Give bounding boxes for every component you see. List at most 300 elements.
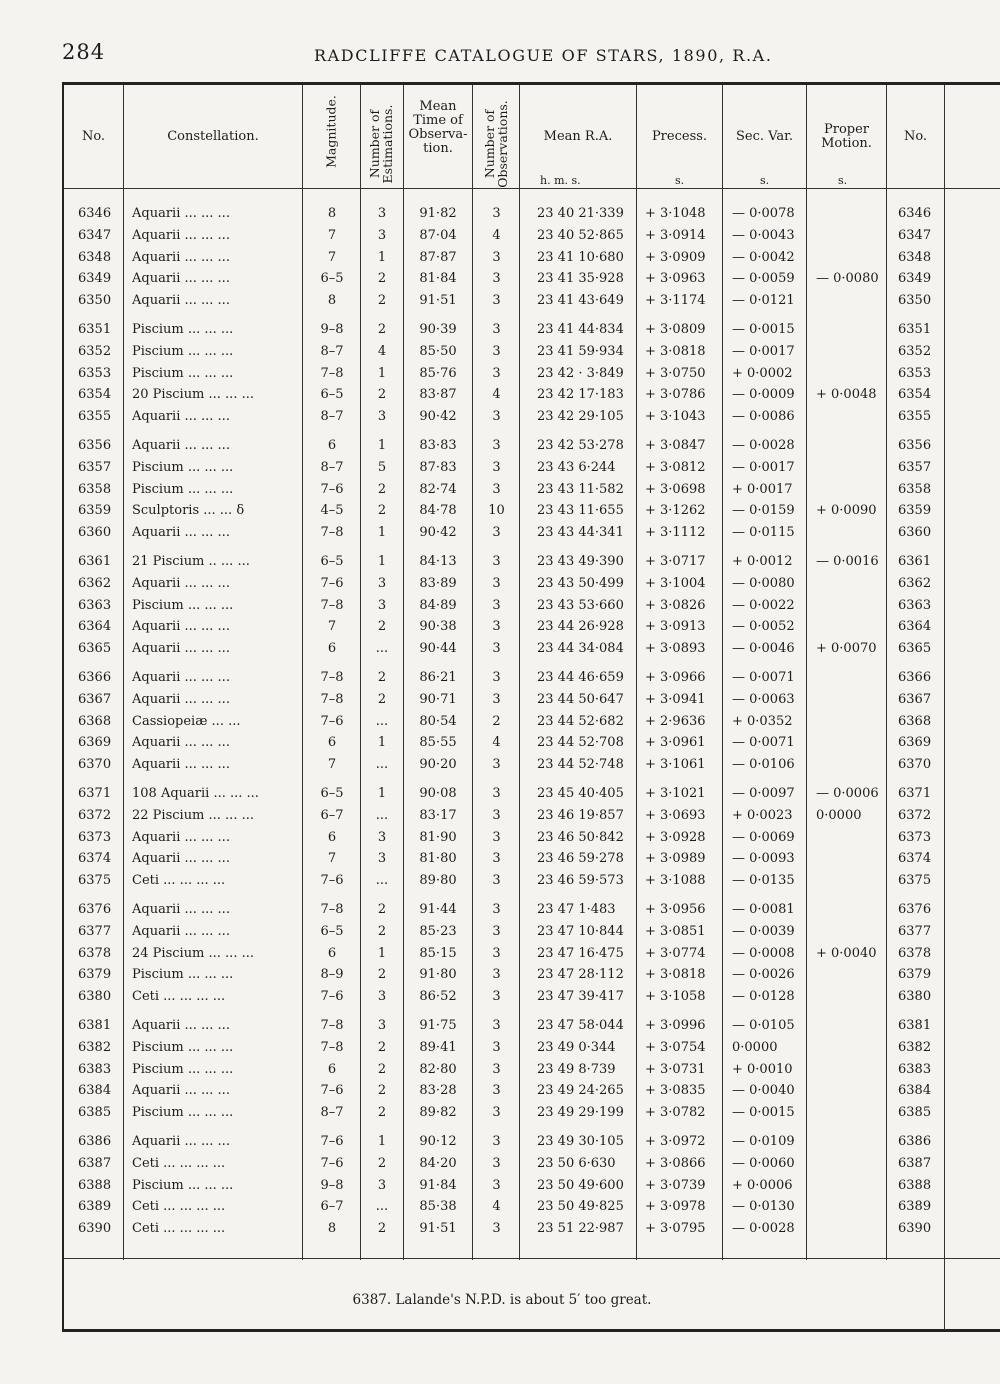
estimations: 1	[377, 735, 387, 751]
mean-time: 80·54	[419, 713, 457, 729]
mean-ra: 23 42 17·183	[537, 387, 624, 403]
precession: + 3·0972	[645, 1134, 706, 1149]
mean-time: 90·38	[419, 619, 457, 635]
secular-variation: — 0·0106	[732, 757, 795, 773]
constellation: Aquarii ... ... ...	[132, 670, 230, 685]
star-number: 6375	[78, 873, 112, 889]
observations: 3	[492, 1083, 501, 1099]
proper-motion: + 0·0040	[816, 945, 877, 961]
star-number: 6355	[78, 409, 112, 425]
star-number: 6371	[78, 786, 112, 801]
star-number: 6379	[78, 967, 112, 983]
precession: + 3·0909	[645, 249, 706, 265]
header-proper-motion: Proper Motion.	[821, 122, 872, 151]
proper-motion: — 0·0006	[816, 786, 879, 801]
star-number-right: 6362	[898, 575, 932, 591]
header-sec-var: Sec. Var.	[735, 129, 793, 144]
table-row	[0, 712, 1000, 734]
table-row	[0, 784, 1000, 806]
star-number-right: 6358	[898, 481, 932, 497]
observations: 3	[492, 271, 501, 287]
precession: + 3·0941	[645, 691, 706, 707]
mean-ra: 23 40 52·865	[537, 227, 624, 243]
table-row	[0, 806, 1000, 828]
table-row	[0, 690, 1000, 712]
table-row	[0, 944, 1000, 966]
magnitude: 8–7	[320, 459, 344, 475]
table-row	[0, 480, 1000, 502]
mean-time: 91·84	[419, 1177, 457, 1193]
star-number-right: 6357	[898, 459, 932, 475]
mean-time: 85·50	[419, 343, 457, 359]
mean-ra: 23 46 59·573	[537, 873, 624, 889]
estimations: ...	[375, 807, 389, 823]
precession: + 3·0847	[645, 438, 706, 453]
mean-ra: 23 50 49·600	[537, 1177, 624, 1193]
constellation: 22 Piscium ... ... ...	[132, 807, 254, 823]
mean-time: 82·80	[419, 1061, 457, 1077]
magnitude: 7	[327, 619, 337, 635]
mean-ra: 23 47 16·475	[537, 945, 624, 961]
star-number-right: 6367	[898, 691, 932, 707]
mean-ra: 23 49 24·265	[537, 1083, 624, 1099]
header-mean-ra: Mean R.A.	[543, 129, 613, 144]
estimations: 1	[377, 249, 387, 265]
mean-time: 90·71	[419, 691, 457, 707]
observations: 3	[492, 829, 501, 845]
mean-time: 81·84	[419, 271, 457, 287]
star-number: 6382	[78, 1039, 112, 1055]
star-number-right: 6351	[898, 322, 932, 337]
table-row	[0, 501, 1000, 523]
estimations: 1	[377, 786, 387, 801]
secular-variation: — 0·0022	[732, 597, 795, 613]
star-number-right: 6364	[898, 619, 932, 635]
star-number-right: 6382	[898, 1039, 932, 1055]
constellation: Piscium ... ... ...	[132, 322, 234, 337]
table-row	[0, 552, 1000, 574]
mean-ra: 23 49 29·199	[537, 1105, 624, 1121]
mean-ra: 23 49 8·739	[537, 1061, 616, 1077]
observations: 3	[492, 873, 501, 889]
estimations: 2	[377, 1061, 387, 1077]
table-row	[0, 1154, 1000, 1176]
secular-variation: — 0·0093	[732, 851, 795, 867]
star-number-right: 6386	[898, 1134, 932, 1149]
constellation: Ceti ... ... ... ...	[132, 1155, 226, 1171]
mean-ra: 23 49 30·105	[537, 1134, 624, 1149]
observations: 3	[492, 293, 501, 309]
star-number: 6361	[78, 554, 112, 569]
observations: 10	[488, 503, 505, 519]
constellation: Piscium ... ... ...	[132, 481, 234, 497]
secular-variation: — 0·0159	[732, 503, 795, 519]
constellation: Piscium ... ... ...	[132, 967, 234, 983]
star-number: 6384	[78, 1083, 112, 1099]
star-number: 6377	[78, 923, 112, 939]
table-row	[0, 320, 1000, 342]
precession: + 3·0812	[645, 459, 706, 475]
star-number: 6363	[78, 597, 112, 613]
precession: + 3·0989	[645, 851, 706, 867]
table-row	[0, 523, 1000, 545]
mean-time: 87·04	[419, 227, 457, 243]
constellation: 108 Aquarii ... ... ...	[132, 786, 259, 801]
mean-ra: 23 44 52·682	[537, 713, 624, 729]
precession: + 3·1004	[645, 575, 706, 591]
star-number-right: 6380	[898, 989, 932, 1005]
header-observations: Number of Observations.	[482, 100, 510, 188]
mean-time: 83·83	[419, 438, 457, 453]
secular-variation: — 0·0109	[732, 1134, 795, 1149]
magnitude: 6	[327, 945, 337, 961]
star-number: 6387	[78, 1155, 112, 1171]
mean-time: 91·82	[419, 206, 457, 221]
star-number-right: 6349	[898, 271, 932, 287]
table-row	[0, 871, 1000, 893]
secular-variation: — 0·0081	[732, 902, 795, 917]
secular-variation: — 0·0115	[732, 525, 795, 541]
estimations: 4	[377, 343, 387, 359]
estimations: 3	[377, 409, 387, 425]
mean-time: 83·28	[419, 1083, 457, 1099]
observations: 3	[492, 459, 501, 475]
observations: 4	[492, 387, 501, 403]
table-row	[0, 1197, 1000, 1219]
running-title: RADCLIFFE CATALOGUE OF STARS, 1890, R.A.	[314, 46, 773, 65]
constellation: Aquarii ... ... ...	[132, 1018, 230, 1033]
secular-variation: — 0·0078	[732, 206, 795, 221]
proper-motion: — 0·0016	[816, 554, 879, 569]
secular-variation: + 0·0352	[732, 713, 793, 729]
magnitude: 7–6	[320, 989, 344, 1005]
observations: 4	[492, 227, 501, 243]
table-row	[0, 1176, 1000, 1198]
mean-time: 84·13	[419, 554, 457, 569]
observations: 3	[492, 757, 501, 773]
precession: + 3·0963	[645, 271, 706, 287]
mean-ra: 23 44 34·084	[537, 641, 624, 657]
table-row	[0, 965, 1000, 987]
magnitude: 6	[327, 829, 337, 845]
mean-ra: 23 47 10·844	[537, 923, 624, 939]
mean-ra: 23 41 59·934	[537, 343, 624, 359]
constellation: Aquarii ... ... ...	[132, 691, 230, 707]
magnitude: 7–8	[320, 691, 344, 707]
estimations: 2	[377, 691, 387, 707]
constellation: Aquarii ... ... ...	[132, 293, 230, 309]
star-number-right: 6363	[898, 597, 932, 613]
magnitude: 7–6	[320, 873, 344, 889]
unit-sec-var: s.	[760, 174, 770, 187]
precession: + 2·9636	[645, 713, 706, 729]
magnitude: 6	[327, 438, 337, 453]
mean-time: 83·89	[419, 575, 457, 591]
secular-variation: — 0·0128	[732, 989, 795, 1005]
secular-variation: — 0·0017	[732, 459, 795, 475]
star-number: 6368	[78, 713, 112, 729]
star-number: 6386	[78, 1134, 112, 1149]
star-number-right: 6388	[898, 1177, 932, 1193]
precession: + 3·0956	[645, 902, 706, 917]
magnitude: 7–8	[320, 902, 344, 917]
proper-motion: + 0·0090	[816, 503, 877, 519]
estimations: 1	[377, 1134, 387, 1149]
observations: 3	[492, 945, 501, 961]
precession: + 3·0826	[645, 597, 706, 613]
mean-ra: 23 42 53·278	[537, 438, 624, 453]
table-row	[0, 269, 1000, 291]
precession: + 3·1021	[645, 786, 706, 801]
table-row	[0, 596, 1000, 618]
mean-time: 91·44	[419, 902, 457, 917]
star-number: 6359	[78, 503, 112, 519]
star-number-right: 6375	[898, 873, 932, 889]
estimations: 1	[377, 438, 387, 453]
precession: + 3·0774	[645, 945, 706, 961]
mean-time: 81·80	[419, 851, 457, 867]
estimations: 1	[377, 365, 387, 381]
observations: 3	[492, 322, 501, 337]
constellation: Piscium ... ... ...	[132, 1061, 234, 1077]
precession: + 3·0978	[645, 1199, 706, 1215]
precession: + 3·0914	[645, 227, 706, 243]
estimations: 2	[377, 1083, 387, 1099]
star-number-right: 6369	[898, 735, 932, 751]
constellation: Aquarii ... ... ...	[132, 619, 230, 635]
observations: 3	[492, 1105, 501, 1121]
mean-time: 89·82	[419, 1105, 457, 1121]
precession: + 3·0782	[645, 1105, 706, 1121]
magnitude: 7–8	[320, 1039, 344, 1055]
secular-variation: — 0·0130	[732, 1199, 795, 1215]
mean-ra: 23 40 21·339	[537, 206, 624, 221]
table-row	[0, 385, 1000, 407]
estimations: ...	[375, 873, 389, 889]
estimations: 2	[377, 1155, 387, 1171]
observations: 3	[492, 1039, 501, 1055]
precession: + 3·0835	[645, 1083, 706, 1099]
star-number: 6373	[78, 829, 112, 845]
mean-time: 85·76	[419, 365, 457, 381]
constellation: Piscium ... ... ...	[132, 597, 234, 613]
secular-variation: + 0·0002	[732, 365, 793, 381]
table-row	[0, 1219, 1000, 1241]
estimations: 1	[377, 554, 387, 569]
star-number-right: 6371	[898, 786, 932, 801]
observations: 3	[492, 206, 501, 221]
star-number: 6356	[78, 438, 112, 453]
star-number: 6383	[78, 1061, 112, 1077]
magnitude: 8–9	[320, 967, 344, 983]
precession: + 3·0893	[645, 641, 706, 657]
page-number: 284	[62, 40, 106, 64]
star-number-right: 6360	[898, 525, 932, 541]
precession: + 3·0786	[645, 387, 706, 403]
constellation: 20 Piscium ... ... ...	[132, 387, 254, 403]
magnitude: 7–6	[320, 481, 344, 497]
magnitude: 7–8	[320, 365, 344, 381]
magnitude: 7–6	[320, 1083, 344, 1099]
secular-variation: — 0·0043	[732, 227, 795, 243]
table-row	[0, 248, 1000, 270]
proper-motion: + 0·0070	[816, 641, 877, 657]
mean-ra: 23 47 58·044	[537, 1018, 624, 1033]
mean-time: 83·17	[419, 807, 457, 823]
precession: + 3·1048	[645, 206, 706, 221]
table-row	[0, 849, 1000, 871]
footnote: 6387. Lalande's N.P.D. is about 5′ too great.	[352, 1292, 652, 1308]
star-number-right: 6354	[898, 387, 932, 403]
mean-ra: 23 46 50·842	[537, 829, 624, 845]
observations: 3	[492, 343, 501, 359]
star-number-right: 6359	[898, 503, 932, 519]
star-number: 6388	[78, 1177, 112, 1193]
constellation: Aquarii ... ... ...	[132, 249, 230, 265]
mean-ra: 23 41 10·680	[537, 249, 624, 265]
mean-ra: 23 44 52·748	[537, 757, 624, 773]
table-row	[0, 1132, 1000, 1154]
star-number-right: 6390	[898, 1221, 932, 1237]
unit-proper-motion: s.	[838, 174, 848, 187]
observations: 3	[492, 807, 501, 823]
star-number-right: 6374	[898, 851, 932, 867]
mean-ra: 23 47 28·112	[537, 967, 624, 983]
table-row	[0, 987, 1000, 1009]
precession: + 3·0698	[645, 481, 706, 497]
observations: 3	[492, 619, 501, 635]
header-estimations: Number of Estimations.	[367, 104, 395, 184]
observations: 3	[492, 1061, 501, 1077]
constellation: Piscium ... ... ...	[132, 1177, 234, 1193]
table-row	[0, 1038, 1000, 1060]
observations: 2	[492, 713, 501, 729]
star-number: 6376	[78, 902, 112, 917]
star-number: 6366	[78, 670, 112, 685]
constellation: Aquarii ... ... ...	[132, 206, 230, 221]
page-header	[62, 40, 942, 70]
star-number-right: 6366	[898, 670, 932, 685]
secular-variation: + 0·0006	[732, 1177, 793, 1193]
table-row	[0, 1016, 1000, 1038]
star-number-right: 6389	[898, 1199, 932, 1215]
secular-variation: — 0·0069	[732, 829, 795, 845]
precession: + 3·1088	[645, 873, 706, 889]
observations: 3	[492, 670, 501, 685]
estimations: 3	[377, 1177, 387, 1193]
constellation: Aquarii ... ... ...	[132, 902, 230, 917]
mean-time: 85·55	[419, 735, 457, 751]
star-number-right: 6356	[898, 438, 932, 453]
precession: + 3·0739	[645, 1177, 706, 1193]
estimations: 3	[377, 206, 387, 221]
precession: + 3·0961	[645, 735, 706, 751]
star-number-right: 6384	[898, 1083, 932, 1099]
mean-time: 84·89	[419, 597, 457, 613]
secular-variation: — 0·0059	[732, 271, 795, 287]
magnitude: 6–5	[320, 786, 344, 801]
star-number: 6350	[78, 293, 112, 309]
estimations: 3	[377, 597, 387, 613]
mean-time: 86·21	[419, 670, 457, 685]
header-no-right: No.	[903, 129, 928, 144]
magnitude: 7–8	[320, 525, 344, 541]
table-row	[0, 342, 1000, 364]
precession: + 3·0754	[645, 1039, 706, 1055]
table-row	[0, 364, 1000, 386]
observations: 3	[492, 554, 501, 569]
mean-ra: 23 41 44·834	[537, 322, 624, 337]
constellation: 24 Piscium ... ... ...	[132, 945, 254, 961]
observations: 3	[492, 786, 501, 801]
magnitude: 6–7	[320, 807, 344, 823]
mean-ra: 23 51 22·987	[537, 1221, 624, 1237]
mean-time: 90·20	[419, 757, 457, 773]
mean-time: 91·75	[419, 1018, 457, 1033]
magnitude: 6–5	[320, 923, 344, 939]
mean-time: 89·80	[419, 873, 457, 889]
secular-variation: — 0·0080	[732, 575, 795, 591]
constellation: Cassiopeiæ ... ...	[132, 713, 241, 729]
mean-time: 90·42	[419, 525, 457, 541]
constellation: Aquarii ... ... ...	[132, 438, 230, 453]
precession: + 3·0913	[645, 619, 706, 635]
mean-ra: 23 44 26·928	[537, 619, 624, 635]
star-number: 6381	[78, 1018, 112, 1033]
mean-ra: 23 47 39·417	[537, 989, 624, 1005]
mean-time: 91·80	[419, 967, 457, 983]
estimations: 3	[377, 1018, 387, 1033]
star-number-right: 6365	[898, 641, 932, 657]
precession: + 3·0928	[645, 829, 706, 845]
table-row	[0, 1103, 1000, 1125]
star-number: 6367	[78, 691, 112, 707]
star-number-right: 6353	[898, 365, 932, 381]
magnitude: 6	[327, 641, 337, 657]
estimations: 3	[377, 989, 387, 1005]
star-number: 6351	[78, 322, 112, 337]
table-row	[0, 204, 1000, 226]
unit-precess: s.	[675, 174, 685, 187]
star-number: 6357	[78, 459, 112, 475]
secular-variation: — 0·0009	[732, 387, 795, 403]
constellation: Aquarii ... ... ...	[132, 409, 230, 425]
star-number: 6352	[78, 343, 112, 359]
table-row	[0, 407, 1000, 429]
magnitude: 7	[327, 227, 337, 243]
estimations: ...	[375, 1199, 389, 1215]
observations: 4	[492, 1199, 501, 1215]
magnitude: 7–6	[320, 713, 344, 729]
star-number-right: 6348	[898, 249, 932, 265]
observations: 3	[492, 1134, 501, 1149]
precession: + 3·1061	[645, 757, 706, 773]
estimations: 2	[377, 670, 387, 685]
secular-variation: — 0·0052	[732, 619, 795, 635]
header-rule	[64, 188, 1000, 189]
precession: + 3·0717	[645, 554, 706, 569]
magnitude: 7–8	[320, 597, 344, 613]
precession: + 3·0809	[645, 322, 706, 337]
star-number: 6389	[78, 1199, 112, 1215]
precession: + 3·0818	[645, 343, 706, 359]
mean-ra: 23 41 43·649	[537, 293, 624, 309]
secular-variation: — 0·0071	[732, 670, 795, 685]
observations: 3	[492, 575, 501, 591]
mean-ra: 23 50 49·825	[537, 1199, 624, 1215]
mean-ra: 23 43 53·660	[537, 597, 624, 613]
secular-variation: — 0·0008	[732, 945, 795, 961]
